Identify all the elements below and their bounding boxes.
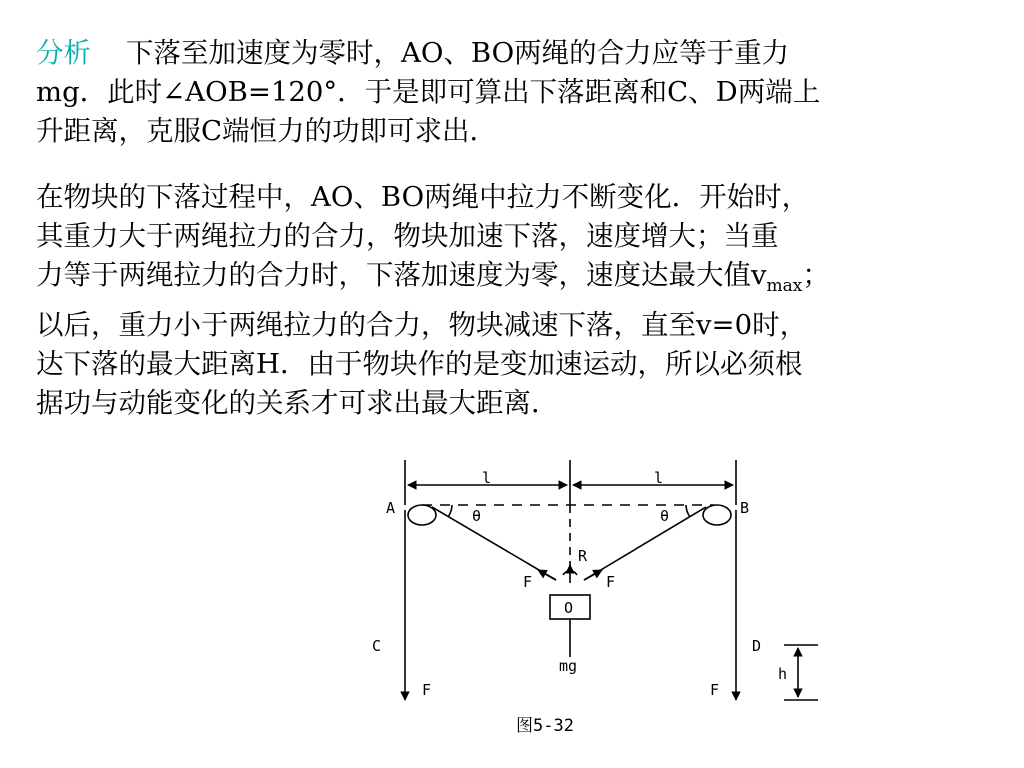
label-f-bottom-right: F [710,681,720,699]
label-theta-right: θ [660,507,670,525]
explanation-paragraph [36,178,996,423]
figure-caption: 图5-32 [516,716,574,736]
analysis-line-2: mg．此时∠AOB=120°．于是即可算出下落距离和C、D两端上 [36,76,821,108]
analysis-line-3: 升距离，克服C端恒力的功即可求出． [36,115,498,147]
rope-ao [432,507,556,580]
angle-arc-right [686,505,690,517]
analysis-line-1-text: 下落至加速度为零时，AO、BO两绳的合力应等于重力 [125,37,790,69]
analysis-keyword: 分析 [36,37,91,69]
explanation-line-3-end: ； [802,259,830,291]
explanation-line-4: 以后，重力小于两绳拉力的合力，物块减速下落，直至v=0时， [36,309,808,341]
rope-bo [584,507,706,580]
label-l-right: l [654,469,664,487]
label-r: R [578,547,588,565]
explanation-line-3 [36,256,996,306]
pulley-diagram [360,455,788,745]
pulley-b [703,505,731,525]
analysis-paragraph [36,34,996,151]
explanation-line-1: 在物块的下落过程中，AO、BO两绳中拉力不断变化．开始时， [36,181,810,213]
label-mg: mg [559,657,578,675]
label-o: O [564,599,574,617]
pulley-a [408,505,436,525]
explanation-line-5: 达下落的最大距离H．由于物块作的是变加速运动，所以必须根 [36,348,803,380]
force-arrow-left [538,570,556,580]
label-f-left-rope: F [523,573,533,591]
vmax-subscript: max [766,276,803,296]
label-theta-left: θ [472,507,482,525]
label-d: D [752,637,762,655]
label-h: h [778,665,788,683]
explanation-line-2: 其重力大于两绳拉力的合力，物块加速下落，速度增大；当重 [36,220,779,252]
label-a: A [386,499,396,517]
label-f-right-rope: F [606,573,616,591]
angle-arc-left [448,505,452,517]
label-c: C [372,637,382,655]
label-b: B [740,499,750,517]
label-l-left: l [482,469,492,487]
label-f-bottom-left: F [422,681,432,699]
explanation-line-6: 据功与动能变化的关系才可求出最大距离． [36,387,559,419]
force-arrow-right [584,570,602,580]
analysis-line-1 [36,34,996,73]
explanation-line-3-text: 力等于两绳拉力的合力时，下落加速度为零，速度达最大值v [36,259,767,291]
